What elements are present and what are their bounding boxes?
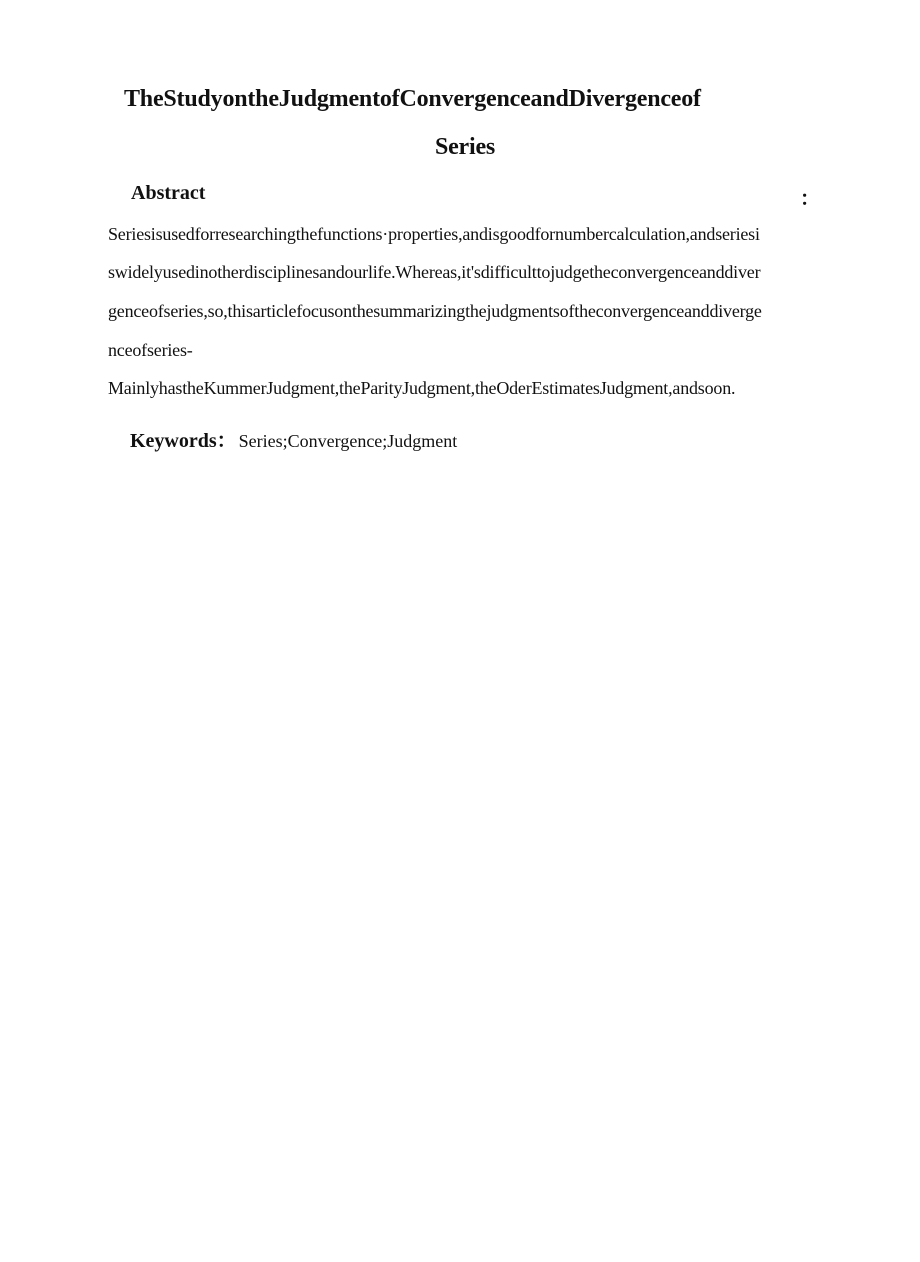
abstract-heading: Abstract xyxy=(131,182,206,204)
keywords-row xyxy=(130,424,457,453)
abstract-text-line: MainlyhastheKummerJudgment,theParityJudgment,theOderEstimatesJudgment,andsoon. xyxy=(108,378,736,398)
abstract-text-line: Seriesisusedforresearchingthefunctions·properties,andisgoodfornumbercalculation,andseriesi xyxy=(108,224,760,244)
abstract-colon: ： xyxy=(800,188,820,210)
abstract-text-line: swidelyusedinotherdisciplinesandourlife.Whereas,it'sdifficulttojudgetheconvergenceanddiver xyxy=(108,262,761,282)
abstract-text-line: nceofseries- xyxy=(108,340,193,360)
keywords-value: Series;Convergence;Judgment xyxy=(238,431,458,451)
document-title-line-1: TheStudyontheJudgmentofConvergenceandDivergenceof xyxy=(124,86,701,112)
abstract-text-line: genceofseries,so,thisarticlefocusonthesummarizingthejudgmentsoftheconvergenceanddiverge xyxy=(108,301,762,321)
keywords-label: Keywords： xyxy=(130,430,237,452)
document-title-line-2: Series xyxy=(434,134,496,160)
